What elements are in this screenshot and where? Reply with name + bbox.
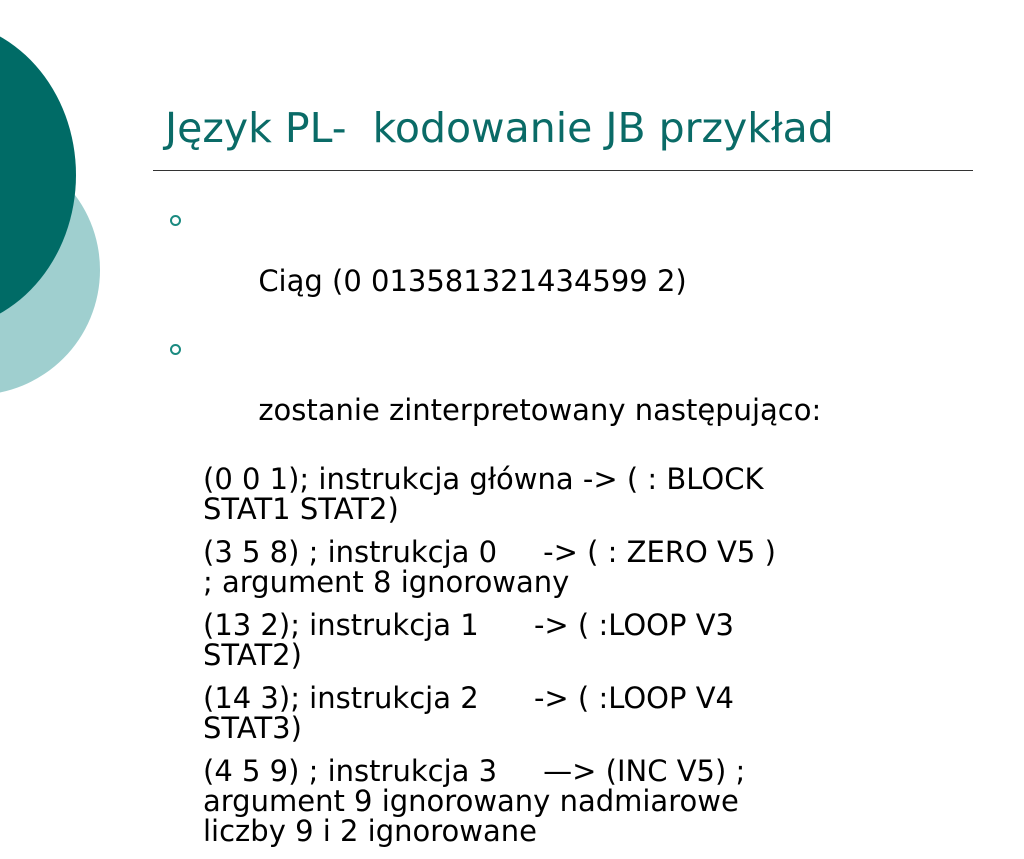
- title-divider: [153, 170, 973, 171]
- instruction-line: (13 2); instrukcja 1 -> ( :LOOP V3 STAT2): [203, 608, 735, 672]
- circle-bullet-icon: [170, 344, 181, 355]
- slide-title: Język PL- kodowanie JB przykład: [165, 104, 834, 152]
- instruction-line: (3 5 8) ; instrukcja 0 -> ( : ZERO V5 ) ; argument 8 ignorowany: [203, 535, 776, 599]
- bullet-text: zostanie zinterpretowany następująco:: [258, 393, 822, 427]
- bullet-text: Ciąg (0 013581321434599 2): [258, 264, 687, 298]
- slide-body: [170, 206, 970, 859]
- instruction-line: (14 3); instrukcja 2 -> ( :LOOP V4 STAT3): [203, 681, 735, 745]
- bullet-item: [170, 335, 970, 455]
- circle-bullet-icon: [170, 215, 181, 226]
- bullet-item: [170, 206, 970, 326]
- instruction-line: (4 5 9) ; instrukcja 3 —> (INC V5) ; argument 9 ignorowany nadmiarowe liczby 9 i 2 ignorowane: [203, 754, 746, 848]
- instruction-line: (0 0 1); instrukcja główna -> ( : BLOCK STAT1 STAT2): [203, 462, 764, 526]
